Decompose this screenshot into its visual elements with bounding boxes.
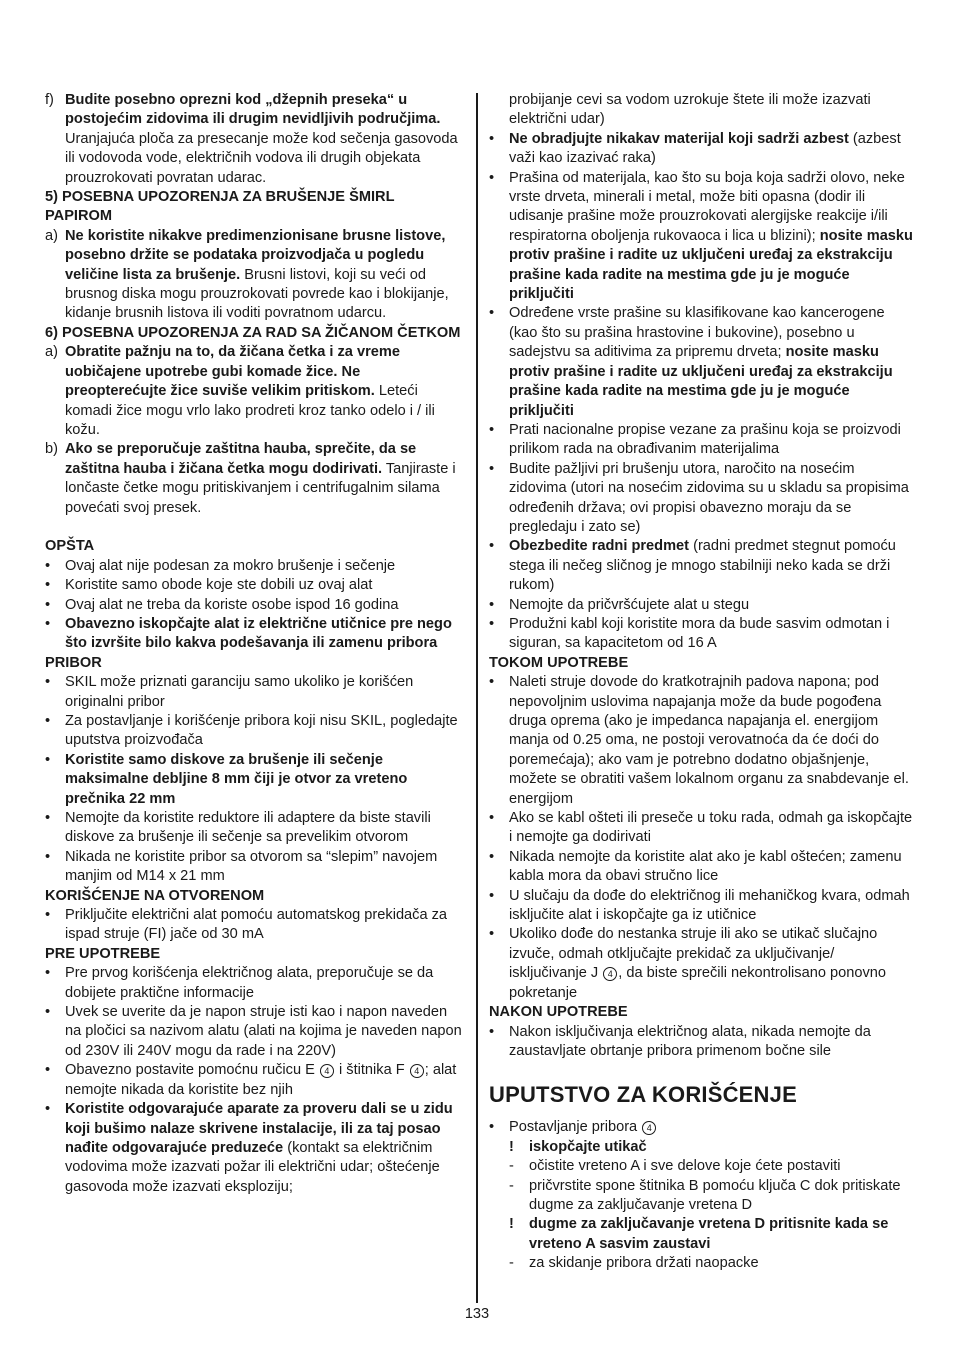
list-item [45,1061,465,1100]
list-item-bold: Koristite odgovarajuće aparate za proveru dali se u zidu koji bušimo nalaze skrivene instalacije, ili za taj posao nađite odgovarajuće preduzeće [65,1101,453,1156]
bullet-icon: • [489,538,495,555]
list-item [489,673,913,809]
page-number: 133 [464,1306,490,1322]
bullet-icon: • [489,130,495,147]
list-item-text: Produžni kabl koji koristite mora da bude sasvim odmotan i siguran, sa kapacitetom od 16 A [509,615,890,652]
step [489,1254,913,1273]
list-item-continuation [489,91,913,130]
list-item-text: Postavljanje pribora [509,1119,642,1136]
warning-6b [45,440,465,518]
right-column [489,91,913,1274]
section-title: UPUTSTVO ZA KORIŠĆENJE [489,1082,797,1108]
list-item-bold: nosite masku protiv prašine i radite uz uključeni uređaj za ekstrakciju prašine kada radite na mestima gde ju je moguće priključiti [509,344,893,419]
item-marker: a) [45,227,58,244]
bullet-icon: • [45,557,51,574]
list-item-text: Ovaj alat nije podesan za mokro brušenje i sečenje [65,557,396,574]
item-marker: f) [45,92,54,108]
list-item [489,887,913,926]
bullet-icon: • [489,1119,495,1136]
warning-6a-bold: Obratite pažnju na to, da žičana četka i za vreme uobičajene upotrebe gubi komade žice. Ne preopterećujte žice suviše velikim pritiskom. [65,344,400,400]
bullet-icon: • [45,751,51,768]
bullet-icon: • [45,965,51,982]
item-marker: a) [45,344,58,361]
list-item [45,557,465,576]
step-text: pričvrstite spone štitnika B pomoću ključa C dok pritiskate dugme za zaključavanje vretena D [529,1177,901,1213]
warning-6a-text: Leteći komadi žice mogu vrlo lako prodreti kroz tanko odelo i / ili kožu. [65,383,435,438]
step-text: za skidanje pribora držati naopacke [529,1255,759,1272]
list-item-text: Budite pažljivi pri brušenju utora, naročito na nosećim zidovima (utori na nosećim zidovima su u skladu sa propisima određenih država; ovi propisi obavezno moraju da se pregledaju i zato se) [509,460,909,535]
figure-ref-icon: 4 [410,1064,424,1078]
list-item [489,1023,913,1062]
list-item-text: Ako se kabl ošteti ili preseče u toku rada, odmah ga iskopčajte i nemojte ga dodirivati [509,810,913,846]
list-item-text: Koristite samo obode koje ste dobili uz ovaj alat [65,577,373,594]
list-item-text: (radni predmet stegnut pomoću stega ili nečeg sličnog je mnogo stabilniji neko kada se drži rukom) [509,538,896,594]
list-item [45,673,465,712]
list-item-text: Koristite samo diskove za brušenje ili sečenje maksimalne debljine 8 mm čiji je otvor za vreteno prečnika 22 mm [65,751,408,807]
section-heading-6: 6) POSEBNA UPOZORENJA ZA RAD SA ŽIČANOM ČETKOM [45,324,461,341]
list-item [489,537,913,595]
list-item-text: Pre prvog korišćenja električnog alata, preporučuje se da dobijete praktične informacije [65,965,434,1001]
bullet-icon: • [45,596,51,613]
left-column [45,91,465,1197]
bullet-icon: • [45,615,51,632]
warning-f-bold: Budite posebno oprezni kod „džepnih preseka“ u postojećim zidovima ili drugim nevidljivih područjima. [65,92,441,128]
list-item-text: Prati nacionalne propise vezane za prašinu koja se proizvodi prilikom rada na obrađivanim materijalima [509,421,901,458]
list-item-text: Nikada nemojte da koristite alat ako je kabl oštećen; zamenu kabla mora da obavi stručno lice [509,848,902,885]
warning-f-text: Uranjajuća ploča za presecanje može kod sečenja gasovoda ili vodovoda vode, električnih vodova ili drugih objekata prouzrokovati povratan udarac. [65,130,458,186]
heading-pribor: PRIBOR [45,654,102,671]
list-item [489,809,913,848]
step [489,1177,913,1216]
list-item-bold: Ne obradjujte nikakav materijal koji sadrži azbest [509,130,849,147]
figure-ref-icon: 4 [320,1064,334,1078]
list-item-text: U slučaju da dođe do električnog ili mehaničkog kvara, odmah isključite alat i iskopčajte ga iz utičnice [509,887,910,924]
exclamation-icon: ! [509,1216,514,1233]
list-item-text: (azbest važi kao izazivać raka) [509,130,901,167]
list-item-text: Nikada ne koristite pribor sa otvorom sa “slepim” navojem manjim od M14 x 21 mm [65,848,438,885]
list-item-text: Nemojte da koristite reduktore ili adaptere da biste stavili diskove za brušenje ili sečenje sa prevelikim otvorom [65,810,431,846]
bullet-icon: • [489,887,495,904]
warning-6b-text: Tanjiraste i lončaste četke mogu pritiskivanjem i centrifugalnim silama povećati svoj presek. [65,460,456,516]
heading-opsta: OPŠTA [45,538,95,555]
bullet-icon: • [45,907,51,924]
bullet-icon: • [45,1101,51,1118]
bullet-icon: • [489,1023,495,1040]
list-item [45,1100,465,1197]
list-item-bold: Obezbedite radni predmet [509,538,690,555]
warning-5a-text: Brusni listovi, koji su veći od brusnog diska mogu prouzrokovati povrede kao i blokijanje, kidanje brusnih listova ili voditi povratnom udarcu. [65,266,449,322]
list-item-text: i štitnika F [334,1062,409,1079]
figure-ref-icon: 4 [603,967,617,981]
list-item-text: probijanje cevi sa vodom uzrokuje štete ili može izazvati električni udar) [509,92,871,128]
figure-ref-icon: 4 [642,1121,656,1135]
list-item-text: Određene vrste prašine su klasifikovane kao kancerogene (kao što su prašina hrastovine i bukovine), posebno u sadejstvu sa aditivima za pripremu drveta; [509,305,885,361]
list-item-text: Priključite električni alat pomoću automatskog prekidača za ispad struje (FI) jače od 30 mA [65,907,448,943]
bullet-icon: • [489,305,495,322]
bullet-icon: • [489,848,495,865]
bullet-icon: • [489,615,495,632]
heading-koriscenje-na-otvorenom: KORIŠĆENJE NA OTVORENOM [45,887,265,904]
bullet-icon: • [45,712,51,729]
dash-icon: - [509,1158,514,1175]
list-item-text: Obavezno postavite pomoćnu ručicu E [65,1062,319,1079]
bullet-icon: • [489,810,495,827]
list-item [45,1003,465,1061]
heading-pre-upotrebe: PRE UPOTREBE [45,945,161,962]
list-item [489,1118,913,1137]
bullet-icon: • [489,674,495,691]
bullet-icon: • [45,577,51,594]
list-item-text: Uvek se uverite da je napon struje isti kao i napon naveden na pločici sa nazivom alatu (alati na kojima je naveden napon od 230V ili 240V mogu da rade i na 220V) [65,1004,462,1059]
warning-6a [45,343,465,440]
list-item-bold: nosite masku protiv prašine i radite uz uključeni uređaj za ekstrakciju prašine kada radite na mestima gde ju je moguće priključiti [509,227,913,303]
warning-6b-bold: Ako se preporučuje zaštitna hauba, sprečite, da se zaštitna hauba i žičana četka mogu dodirivati. [65,441,417,477]
heading-nakon-upotrebe: NAKON UPOTREBE [489,1004,628,1021]
list-item [45,751,465,809]
list-item [489,169,913,305]
list-item-text: , da biste sprečili nekontrolisano ponovno pokretanje [509,965,886,1001]
list-item [489,615,913,654]
bullet-icon: • [45,674,51,691]
list-item [489,596,913,615]
list-item [489,421,913,460]
column-divider [476,93,478,1303]
warning-step [489,1138,913,1157]
list-item [45,848,465,887]
bullet-icon: • [489,421,495,438]
list-item [45,712,465,751]
exclamation-icon: ! [509,1138,514,1155]
list-item-text: Za postavljanje i korišćenje pribora koji nisu SKIL, pogledajte uputstva proizvođača [65,712,458,749]
list-item [45,964,465,1003]
dash-icon: - [509,1255,514,1272]
bullet-icon: • [489,926,495,943]
bullet-icon: • [489,460,495,477]
list-item [489,848,913,887]
bullet-icon: • [489,596,495,613]
list-item-text: Ukoliko dođe do nestanka struje ili ako se utikač slučajno izvuče, odmah otključajte prekidač za uključivanje/ isključivanje J [509,926,878,982]
dash-icon: - [509,1177,514,1194]
bullet-icon: • [45,810,51,827]
list-item-text: Prašina od materijala, kao što su boja koja sadrži olovo, neke vrste drveta, minerali i metal, može biti opasna (dodir ili udisanje prašine može prouzrokovati alergijske reakcije i/ili respiratorna oboljenja rukovaoca i lica u blizini); [509,169,905,244]
list-item [45,596,465,615]
list-item-text: Ovaj alat ne treba da koriste osobe ispod 16 godina [65,596,399,613]
list-item [45,809,465,848]
spacer [45,518,465,537]
list-item-text: Nemojte da pričvršćujete alat u stegu [509,596,750,613]
step-text: dugme za zaključavanje vretena D pritisnite kada se vreteno A sasvim zaustavi [529,1216,889,1252]
step [489,1157,913,1176]
section-heading-5: 5) POSEBNA UPOZORENJA ZA BRUŠENJE ŠMIRL PAPIROM [45,189,395,225]
warning-5a [45,227,465,324]
list-item-text: ; alat nemojte nikada da koristite bez njih [65,1062,457,1098]
step-text: iskopčajte utikač [529,1138,647,1155]
list-item [489,304,913,420]
list-item [489,130,913,169]
warning-5a-bold: Ne koristite nikakve predimenzionisane brusne listove, posebno držite se podataka proizvodjača u pogledu veličine lista za brušenje. [65,227,446,283]
list-item-text: Nakon isključivanja električnog alata, nikada nemojte da zaustavljate obrtanje pribora primenom bočne sile [509,1023,871,1059]
list-item-text: Obavezno iskopčajte alat iz električne utičnice pre nego što izvršite bilo kakva podešavanja ili zamenu pribora [65,615,452,652]
list-item [45,906,465,945]
list-item [489,460,913,538]
warning-f [45,91,465,188]
list-item [45,576,465,595]
bullet-icon: • [45,848,51,865]
heading-tokom-upotrebe: TOKOM UPOTREBE [489,654,629,671]
warning-step [489,1215,913,1254]
list-item-text: (kontakt sa električnim vodovima može izazvati požar ili električni udar; oštećenje gasovoda može izazvati eksploziju; [65,1139,440,1195]
bullet-icon: • [45,1004,51,1021]
list-item-text: Naleti struje dovode do kratkotrajnih padova napona; pod nepovoljnim uslovima napajanja može da bude pogođena druga oprema (ako je impedanca napajanja el. energijom manja od 0.25 oma, ne postoji verovatnoća da će doći do poremećaja); ako vam je potrebno dodatno objašnjenje, možete se obratiti vašem lokalnom organu za snabdevanje el. energijom [509,674,909,807]
item-marker: b) [45,441,58,458]
list-item [489,925,913,1003]
list-item-text: SKIL može priznati garanciju samo ukoliko je korišćen originalni pribor [65,674,414,710]
step-text: očistite vreteno A i sve delove koje ćete postaviti [529,1158,841,1175]
list-item [45,615,465,654]
bullet-icon: • [489,169,495,186]
bullet-icon: • [45,1062,51,1079]
